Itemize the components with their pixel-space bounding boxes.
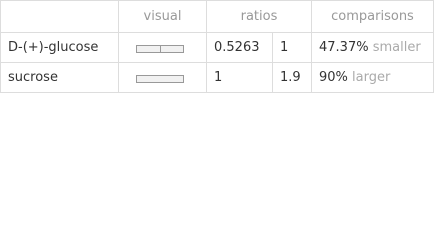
comparison-word: smaller bbox=[372, 40, 421, 55]
comparison-cell bbox=[312, 63, 434, 93]
comparison-table bbox=[0, 0, 434, 93]
ratio-bar bbox=[136, 45, 184, 53]
visual-cell bbox=[119, 33, 207, 63]
comparison-table-container bbox=[0, 0, 434, 95]
ratio-bar-fill bbox=[137, 46, 161, 52]
comparison-value: 90% bbox=[319, 70, 348, 85]
ratio-bar bbox=[136, 75, 184, 83]
row-label: D-(+)-glucose bbox=[1, 33, 119, 63]
visual-cell bbox=[119, 63, 207, 93]
ratio-value: 0.5263 bbox=[207, 33, 273, 63]
ratio-bar-fill bbox=[137, 76, 183, 82]
table-row bbox=[1, 33, 434, 63]
header-row bbox=[1, 1, 434, 33]
comparison-value: 47.37% bbox=[319, 40, 369, 55]
ratio-value: 1.9 bbox=[273, 63, 312, 93]
comparison-word: larger bbox=[352, 70, 391, 85]
header-ratios: ratios bbox=[207, 1, 312, 33]
comparison-cell bbox=[312, 33, 434, 63]
header-empty-cell bbox=[1, 1, 119, 33]
ratio-value: 1 bbox=[207, 63, 273, 93]
header-visual: visual bbox=[119, 1, 207, 33]
row-label: sucrose bbox=[1, 63, 119, 93]
ratio-value: 1 bbox=[273, 33, 312, 63]
header-comparisons: comparisons bbox=[312, 1, 434, 33]
table-row bbox=[1, 63, 434, 93]
